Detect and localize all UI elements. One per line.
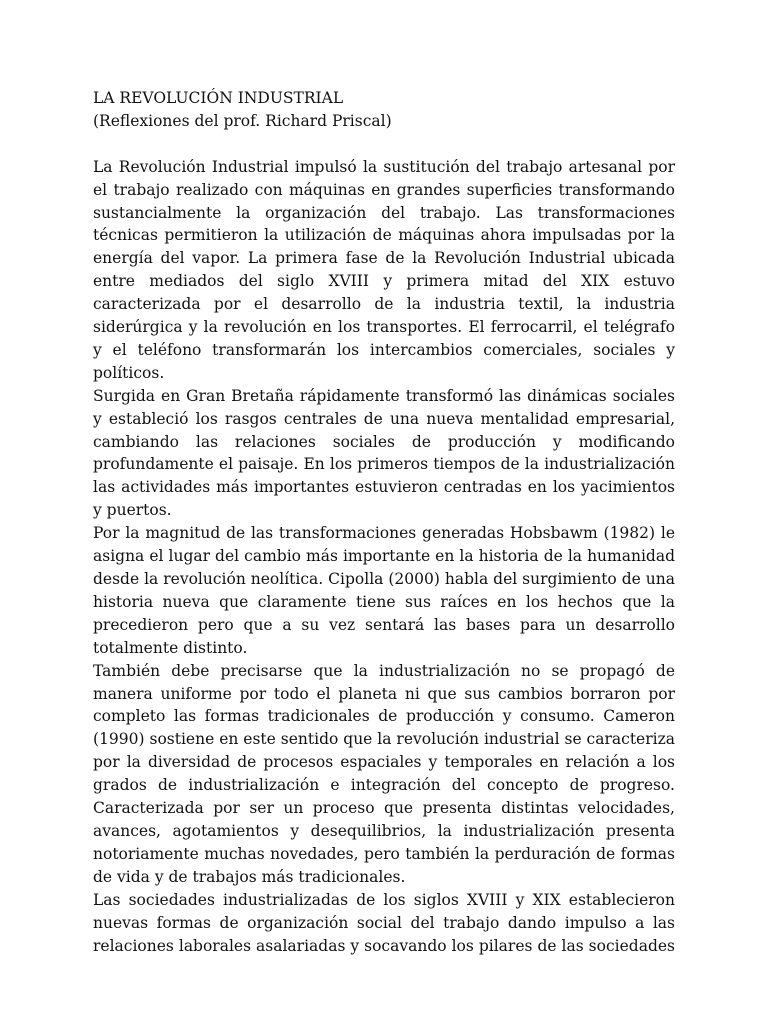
- document-subtitle: (Reflexiones del prof. Richard Priscal): [93, 111, 392, 130]
- blank-line: [93, 133, 675, 156]
- document-title: LA REVOLUCIÓN INDUSTRIAL: [93, 89, 344, 107]
- document-page: [93, 87, 675, 957]
- paragraph: Por la magnitud de las transformaciones generadas Hobsbawm (1982) le asigna el lugar del cambio más importante en la historia de la humanidad desde la revolución neolítica. Cipolla (2000) habla del surgimiento de una historia nueva que claramente tiene sus raíces en los hechos que la precedieron pero que a su vez sentará las bases para un desarrollo totalmente distinto.: [93, 524, 675, 657]
- paragraph: Surgida en Gran Bretaña rápidamente transformó las dinámicas sociales y estableció los rasgos centrales de una nueva mentalidad empresarial, cambiando las relaciones sociales de producción y modificando profundamente el paisaje. En los primeros tiempos de la industrialización las actividades más importantes estuvieron centradas en los yacimientos y puertos.: [93, 386, 675, 520]
- paragraph: Las sociedades industrializadas de los siglos XVIII y XIX establecieron nuevas formas de organización social del trabajo dando impulso a las relaciones laborales asalariadas y socavando los pilares de las sociedades: [93, 890, 675, 955]
- paragraph: La Revolución Industrial impulsó la sustitución del trabajo artesanal por el trabajo realizado con máquinas en grandes superficies transformando sustancialmente la organización del trabajo. Las transformaciones técnicas permitieron la utilización de máquinas ahora impulsadas por la energía del vapor. La primera fase de la Revolución Industrial ubicada entre mediados del siglo XVIII y primera mitad del XIX estuvo caracterizada por el desarrollo de la industria textil, la industria siderúrgica y la revolución en los transportes. El ferrocarril, el telégrafo y el teléfono transformarán los intercambios comerciales, sociales y políticos.: [93, 157, 675, 382]
- paragraph: También debe precisarse que la industrialización no se propagó de manera uniforme por todo el planeta ni que sus cambios borraron por completo las formas tradicionales de producción y consumo. Cameron (1990) sostiene en este sentido que la revolución industrial se caracteriza por la diversidad de procesos espaciales y temporales en relación a los grados de industrialización e integración del concepto de progreso. Caracterizada por ser un proceso que presenta distintas velocidades, avances, agotamientos y desequilibrios, la industrialización presenta notoriamente muchas novedades, pero también la perduración de formas de vida y de trabajos más tradicionales.: [93, 661, 675, 886]
